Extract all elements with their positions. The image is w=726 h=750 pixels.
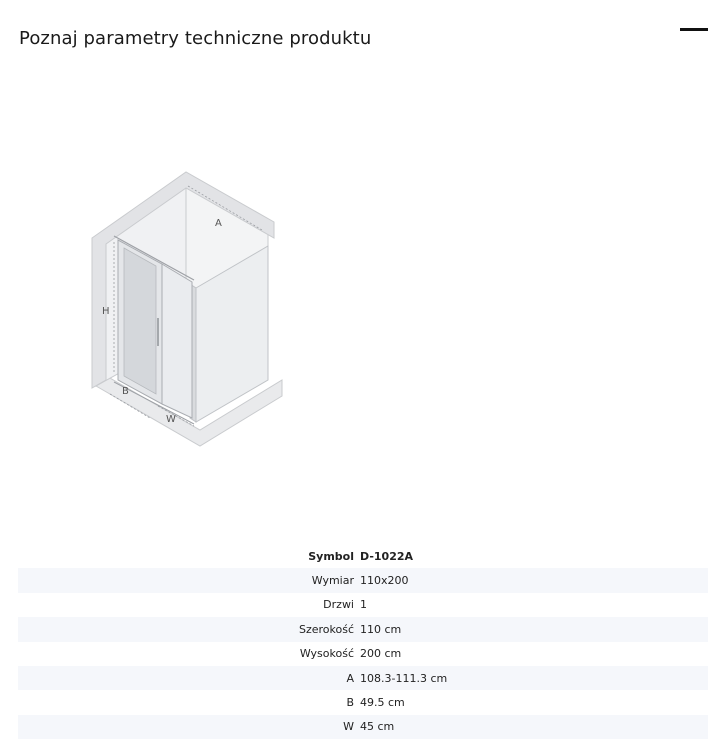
spec-table — [18, 544, 708, 739]
spec-label: W — [343, 720, 354, 734]
spec-value: 200 cm — [360, 647, 402, 661]
spec-value: 110x200 — [360, 574, 409, 588]
table-row — [18, 690, 708, 714]
spec-value: 49.5 cm — [360, 696, 405, 710]
dimension-label-h: H — [102, 306, 110, 317]
spec-value: 45 cm — [360, 720, 395, 734]
dimension-label-a: A — [215, 218, 222, 229]
spec-label: Wymiar — [311, 574, 354, 588]
table-row — [18, 642, 708, 666]
spec-value: 1 — [360, 598, 367, 612]
spec-value: 110 cm — [360, 622, 402, 636]
table-row — [18, 666, 708, 690]
table-row — [18, 544, 708, 568]
spec-label: A — [346, 671, 354, 685]
collapse-button[interactable] — [680, 22, 708, 38]
dimension-label-w: W — [166, 414, 176, 425]
section-title: Poznaj parametry techniczne produktu — [19, 28, 372, 49]
spec-label: Symbol — [308, 549, 354, 563]
shower-enclosure-diagram — [88, 168, 288, 458]
spec-value: 108.3-111.3 cm — [360, 671, 448, 685]
table-row — [18, 593, 708, 617]
table-row — [18, 617, 708, 641]
spec-label: Drzwi — [323, 598, 354, 612]
dimension-label-b: B — [122, 386, 129, 397]
spec-label: Szerokość — [298, 622, 354, 636]
spec-label: Wysokość — [299, 647, 354, 661]
section-header — [19, 28, 726, 54]
spec-value: D-1022A — [360, 549, 414, 563]
table-row — [18, 715, 708, 739]
minus-icon — [680, 28, 708, 31]
table-row — [18, 568, 708, 592]
spec-label: B — [346, 696, 354, 710]
